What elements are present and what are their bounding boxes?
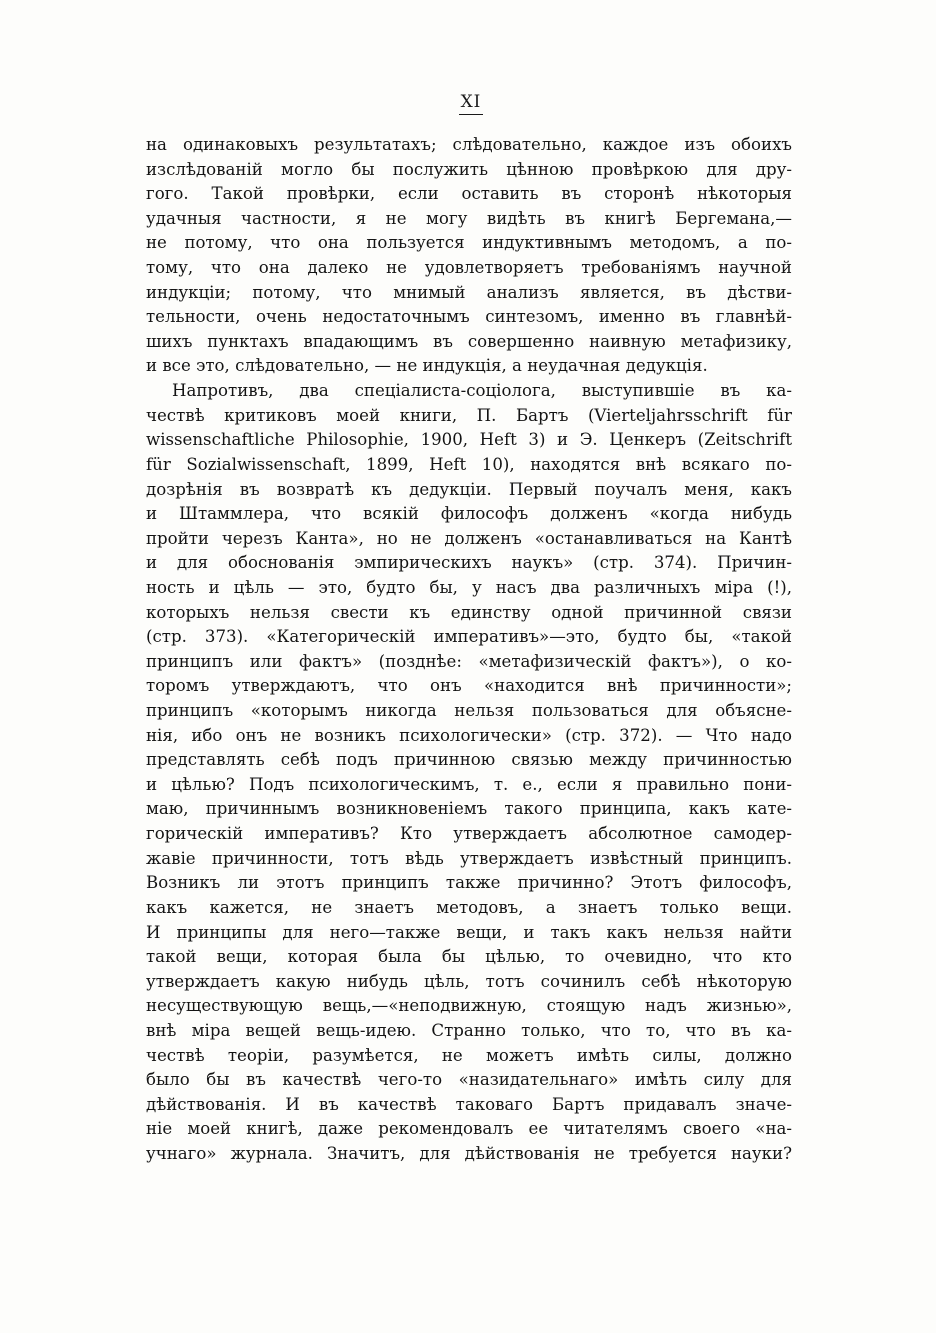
text-line: жавіе причинности, тотъ вѣдь утверждаетъ извѣстный принципъ.	[146, 848, 792, 868]
text-line: тому, что она далеко не удовлетворяетъ требованіямъ научной	[146, 258, 792, 278]
text-line: пройти черезъ Канта», но не долженъ «останавливаться на Кантѣ	[146, 528, 792, 548]
text-line: утверждаетъ какую нибудь цѣль, тотъ сочинилъ себѣ нѣкоторую	[146, 971, 792, 991]
page-number	[0, 92, 936, 115]
text-line: и для обоснованія эмпирическихъ наукъ» (стр. 374). Причин-	[146, 553, 792, 573]
text-line: торомъ утверждаютъ, что онъ «находится внѣ причинности»;	[146, 676, 792, 696]
text-line: маю, причиннымъ возникновеніемъ такого принципа, какъ кате-	[146, 799, 792, 819]
text-line: дѣйствованія. И въ качествѣ таковаго Бартъ придавалъ значе-	[146, 1094, 792, 1114]
paragraph-start-line: Напротивъ, два спеціалиста-соціолога, выступившіе въ ка-	[172, 381, 792, 401]
text-line: ность и цѣль — это, будто бы, у насъ два различныхъ міра (!),	[146, 577, 792, 597]
text-line: принципъ или фактъ» (позднѣе: «метафизическій фактъ»), о ко-	[146, 651, 792, 671]
text-line: индукціи; потому, что мнимый анализъ является, въ дѣстви-	[146, 282, 792, 302]
text-line: чествѣ теоріи, разумѣется, не можетъ имѣть силы, должно	[146, 1045, 792, 1065]
text-line: на одинаковыхъ результатахъ; слѣдовательно, каждое изъ обоихъ	[146, 135, 792, 154]
text-line: представлять себѣ подъ причинною связью между причинностью	[146, 750, 792, 770]
text-line: нія, ибо онъ не возникъ психологически» (стр. 372). — Что надо	[146, 725, 792, 745]
text-line: тельности, очень недостаточнымъ синтезомъ, именно въ главнѣй-	[146, 307, 792, 327]
text-line: И принципы для него—также вещи, и такъ какъ нельзя найти	[146, 922, 792, 942]
text-line: шихъ пунктахъ впадающимъ въ совершенно наивную метафизику,	[146, 331, 792, 351]
paragraph-end-line: и все это, слѣдовательно, — не индукція, а неудачная дедукція.	[146, 356, 708, 376]
page-number-text: XI	[459, 92, 484, 115]
text-line: и цѣлью? Подъ психологическимъ, т. е., если я правильно пони-	[146, 774, 792, 794]
text-line: какъ кажется, не знаетъ методовъ, а знаетъ только вещи.	[146, 897, 792, 917]
text-line: дозрѣнія въ возвратѣ къ дедукціи. Первый поучалъ меня, какъ	[146, 479, 792, 499]
text-line: которыхъ нельзя свести къ единству одной причинной связи	[146, 602, 792, 622]
text-line: wissenschaftliche Philosophie, 1900, Heft 3) и Э. Ценкеръ (Zeitschrift	[146, 430, 792, 450]
text-line: für Sozialwissenschaft, 1899, Heft 10), находятся внѣ всякаго по-	[146, 454, 792, 474]
text-line: изслѣдованій могло бы послужить цѣнною провѣркою для дру-	[146, 159, 792, 179]
text-line: и Штаммлера, что всякій философъ долженъ «когда нибудь	[146, 504, 792, 524]
text-line: чествѣ критиковъ моей книги, П. Бартъ (Vierteljahrsschrift für	[146, 405, 792, 425]
text-line: было бы въ качествѣ чего-то «назидательнаго» имѣть силу для	[146, 1070, 792, 1090]
text-line: гого. Такой провѣрки, если оставить въ сторонѣ нѣкоторыя	[146, 184, 792, 204]
text-line: (стр. 373). «Категорическій императивъ»—это, будто бы, «такой	[146, 627, 792, 647]
text-line: принципъ «которымъ никогда нельзя пользоваться для объясне-	[146, 701, 792, 721]
text-line: несуществующую вещь,—«неподвижную, стоящую надъ жизнью»,	[146, 996, 792, 1016]
text-line: внѣ міра вещей вещь-идею. Странно только, что то, что въ ка-	[146, 1020, 792, 1040]
text-line: такой вещи, которая была бы цѣлью, то очевидно, что кто	[146, 947, 792, 967]
text-line: удачныя частности, я не могу видѣть въ книгѣ Бергемана,—	[146, 208, 792, 228]
text-line: ніе моей книгѣ, даже рекомендовалъ ее читателямъ своего «на-	[146, 1119, 792, 1139]
text-line: не потому, что она пользуется индуктивнымъ методомъ, а по-	[146, 233, 792, 253]
text-line: горическій императивъ? Кто утверждаетъ абсолютное самодер-	[146, 824, 792, 844]
text-line: учнаго» журнала. Значитъ, для дѣйствованія не требуется науки?	[146, 1143, 792, 1163]
body-text	[146, 133, 792, 1167]
text-line: Возникъ ли этотъ принципъ также причинно? Этотъ философъ,	[146, 873, 792, 893]
